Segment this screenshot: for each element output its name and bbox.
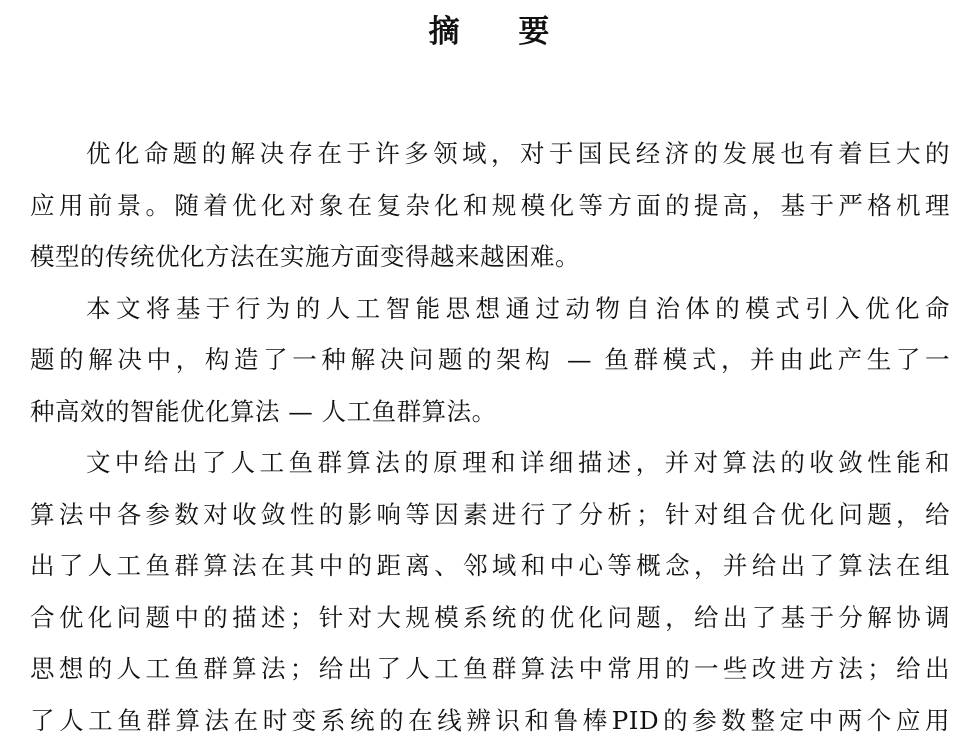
text-line: 文中给出了人工鱼群算法的原理和详细描述，并对算法的收敛性能和 xyxy=(30,437,950,489)
text-line: 了人工鱼群算法在时变系统的在线辨识和鲁棒PID的参数整定中两个应用 xyxy=(30,695,950,746)
text-line: 算法中各参数对收敛性的影响等因素进行了分析；针对组合优化问题，给 xyxy=(30,489,950,541)
text-line: 种高效的智能优化算法 — 人工鱼群算法。 xyxy=(30,386,950,438)
abstract-body xyxy=(30,128,950,746)
text-line: 思想的人工鱼群算法；给出了人工鱼群算法中常用的一些改进方法；给出 xyxy=(30,643,950,695)
abstract-title: 摘 要 xyxy=(0,8,978,56)
text-line: 模型的传统优化方法在实施方面变得越来越困难。 xyxy=(30,231,950,283)
text-line: 合优化问题中的描述；针对大规模系统的优化问题，给出了基于分解协调 xyxy=(30,592,950,644)
text-line: 出了人工鱼群算法在其中的距离、邻域和中心等概念，并给出了算法在组 xyxy=(30,540,950,592)
text-line: 应用前景。随着优化对象在复杂化和规模化等方面的提高，基于严格机理 xyxy=(30,180,950,232)
text-line: 题的解决中，构造了一种解决问题的架构 — 鱼群模式，并由此产生了一 xyxy=(30,334,950,386)
text-line: 优化命题的解决存在于许多领域，对于国民经济的发展也有着巨大的 xyxy=(30,128,950,180)
text-line: 本文将基于行为的人工智能思想通过动物自治体的模式引入优化命 xyxy=(30,283,950,335)
